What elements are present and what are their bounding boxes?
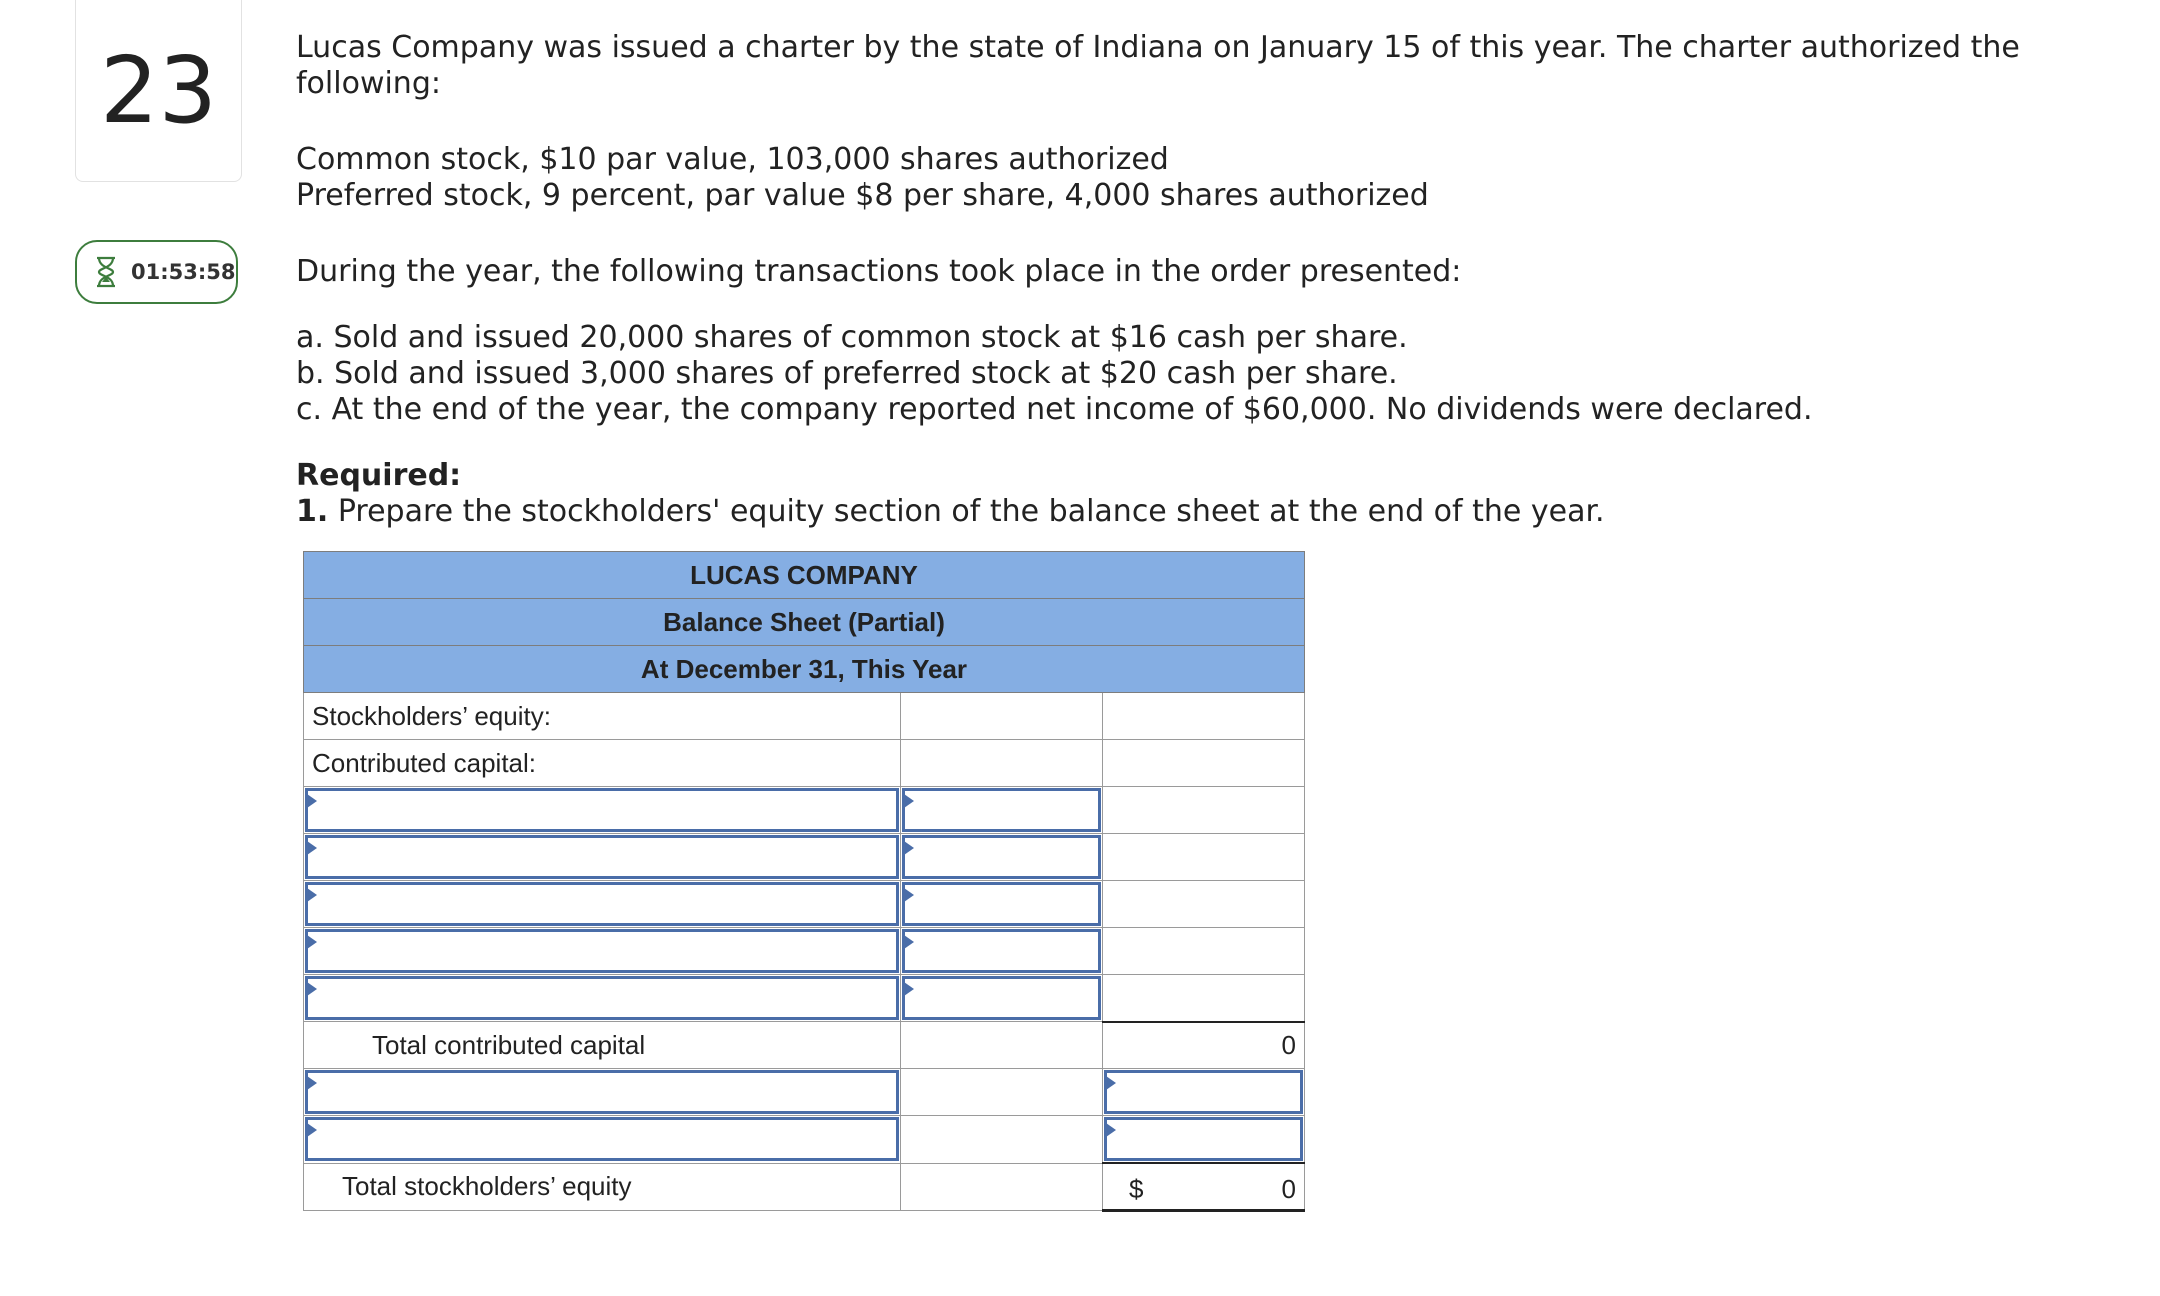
table-row bbox=[304, 881, 1305, 928]
authorized-preferred: Preferred stock, 9 percent, par value $8 per share, 4,000 shares authorized bbox=[296, 178, 1429, 213]
amount-input-7[interactable] bbox=[1104, 1117, 1303, 1161]
timer-badge[interactable] bbox=[75, 240, 238, 304]
amount-input-4[interactable] bbox=[902, 929, 1101, 973]
amount-input-5[interactable] bbox=[902, 976, 1101, 1020]
total-contributed-value: 0 bbox=[1103, 1022, 1305, 1069]
timer-text: 01:53:58 bbox=[131, 260, 236, 284]
total-equity-cell bbox=[1103, 1163, 1305, 1210]
balance-sheet-table bbox=[303, 551, 1305, 1212]
total-equity-label: Total stockholders’ equity bbox=[304, 1163, 901, 1210]
sheet-title: Balance Sheet (Partial) bbox=[304, 599, 1305, 646]
sheet-date: At December 31, This Year bbox=[304, 646, 1305, 693]
account-input-4[interactable] bbox=[305, 929, 899, 973]
total-contributed-label: Total contributed capital bbox=[304, 1022, 901, 1069]
currency-symbol: $ bbox=[1129, 1174, 1144, 1204]
total-equity-value: 0 bbox=[1281, 1174, 1296, 1204]
sheet-company: LUCAS COMPANY bbox=[304, 552, 1305, 599]
authorized-common: Common stock, $10 par value, 103,000 shares authorized bbox=[296, 142, 1169, 177]
table-row bbox=[304, 1022, 1305, 1069]
table-row bbox=[304, 1069, 1305, 1116]
account-input-2[interactable] bbox=[305, 835, 899, 879]
account-input-3[interactable] bbox=[305, 882, 899, 926]
table-row bbox=[304, 1163, 1305, 1210]
question-number: 23 bbox=[75, 0, 242, 182]
required-text: Prepare the stockholders' equity section of the balance sheet at the end of the year. bbox=[337, 494, 1605, 529]
transaction-a: a. Sold and issued 20,000 shares of common stock at $16 cash per share. bbox=[296, 320, 1408, 355]
table-row bbox=[304, 740, 1305, 787]
problem-intro: Lucas Company was issued a charter by the state of Indiana on January 15 of this year. The charter authorized the following: bbox=[296, 30, 2020, 101]
table-row bbox=[304, 693, 1305, 740]
transactions-intro: During the year, the following transactions took place in the order presented: bbox=[296, 254, 1462, 289]
amount-input-6[interactable] bbox=[1104, 1070, 1303, 1114]
amount-input-1[interactable] bbox=[902, 788, 1101, 832]
table-row bbox=[304, 928, 1305, 975]
amount-input-2[interactable] bbox=[902, 835, 1101, 879]
required-item bbox=[296, 494, 2116, 530]
transaction-b: b. Sold and issued 3,000 shares of preferred stock at $20 cash per share. bbox=[296, 356, 1398, 391]
required-heading: Required: bbox=[296, 458, 462, 493]
table-row bbox=[304, 1116, 1305, 1164]
stockholders-equity-label: Stockholders’ equity: bbox=[304, 693, 901, 740]
account-input-6[interactable] bbox=[305, 1070, 899, 1114]
transaction-c: c. At the end of the year, the company reported net income of $60,000. No dividends were declared. bbox=[296, 392, 1813, 427]
problem-text bbox=[296, 30, 2116, 530]
hourglass-icon bbox=[95, 256, 117, 288]
table-row bbox=[304, 787, 1305, 834]
account-input-1[interactable] bbox=[305, 788, 899, 832]
contributed-capital-label: Contributed capital: bbox=[304, 740, 901, 787]
amount-input-3[interactable] bbox=[902, 882, 1101, 926]
account-input-5[interactable] bbox=[305, 976, 899, 1020]
account-input-7[interactable] bbox=[305, 1117, 899, 1161]
table-row bbox=[304, 834, 1305, 881]
table-row bbox=[304, 975, 1305, 1022]
required-number: 1. bbox=[296, 494, 329, 529]
